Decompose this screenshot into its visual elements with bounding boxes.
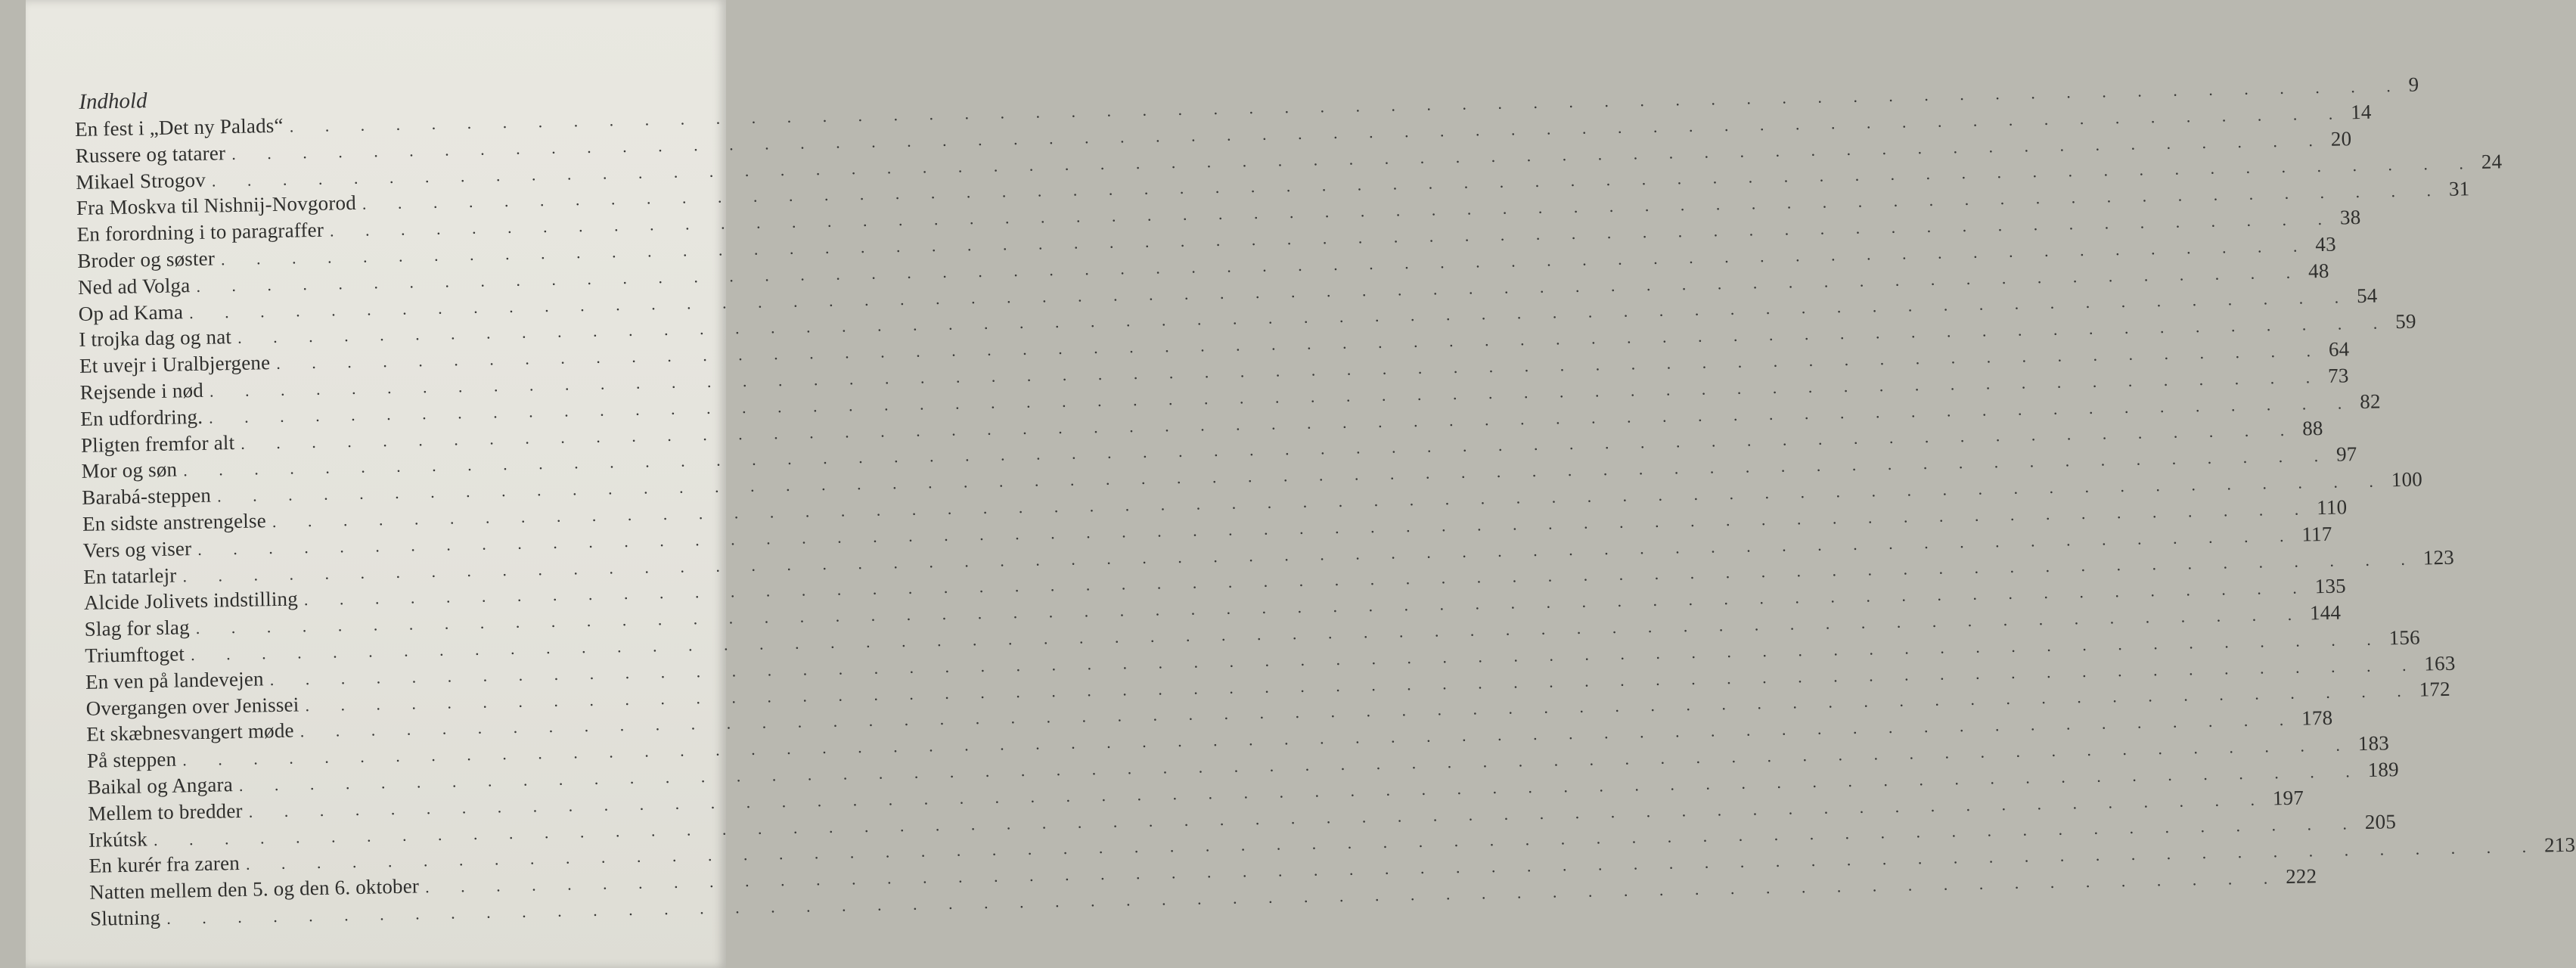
toc-entry-title: Op ad Kama — [78, 299, 184, 325]
toc-entry-page-number: 156 — [2388, 625, 2421, 650]
toc-entry-title: En tatarlejr — [83, 563, 177, 588]
toc-entry-page-number: 117 — [2301, 522, 2332, 546]
toc-entry-title: Triumftoget — [85, 642, 185, 667]
toc-title: Indhold — [79, 88, 147, 114]
toc-entry-page-number: 172 — [2419, 678, 2451, 701]
toc-entry-page-number: 59 — [2394, 309, 2416, 334]
toc-entry-title: Fra Moskva til Nishnij-Novgorod — [76, 191, 357, 220]
toc-entry-page-number: 144 — [2309, 600, 2342, 625]
toc-entry-page-number: 43 — [2315, 232, 2337, 256]
toc-entry-page-number: 213 — [2543, 833, 2576, 857]
toc-entry-title: Slutning — [89, 905, 161, 930]
toc-entry-title: Alcide Jolivets indstilling — [83, 587, 299, 615]
toc-entry-title: Irkútsk — [88, 827, 148, 852]
book-page — [26, 0, 2576, 968]
toc-entry-title: Mor og søn — [81, 458, 178, 483]
toc-entry-title: Broder og søster — [77, 247, 216, 272]
toc-entry-page-number: 123 — [2422, 546, 2455, 569]
toc-entry-title: Rejsende i nød — [79, 378, 204, 404]
toc-entry-title: Et skæbnesvangert møde — [86, 718, 294, 746]
toc-entry-page-number: 20 — [2330, 126, 2352, 150]
toc-entry-page-number: 205 — [2364, 810, 2397, 834]
toc-entry-title: I trojka dag og nat — [79, 325, 232, 352]
toc-entry-page-number: 189 — [2367, 757, 2400, 781]
toc-entry-page-number: 197 — [2272, 786, 2304, 809]
toc-entry-page-number: 64 — [2328, 337, 2350, 361]
toc-entry-title: Mellem to bredder — [88, 799, 243, 825]
toc-entry-page-number: 14 — [2350, 100, 2372, 124]
toc-entry-title: Barabá-steppen — [82, 483, 212, 510]
toc-entry-page-number: 48 — [2308, 259, 2329, 282]
table-of-contents — [74, 73, 2576, 932]
toc-entry-page-number: 183 — [2357, 731, 2390, 755]
toc-entry-page-number: 38 — [2339, 205, 2361, 229]
toc-entry-page-number: 163 — [2424, 651, 2456, 675]
toc-entry-title: Et uvejr i Uralbjergene — [79, 351, 271, 378]
toc-entry-title: Overgangen over Jenissei — [85, 692, 299, 720]
toc-entry-title: En udfordring. — [80, 405, 203, 430]
toc-entry-page-number: 31 — [2448, 177, 2470, 200]
toc-entry-page-number: 135 — [2314, 574, 2347, 598]
toc-entry-page-number: 100 — [2391, 467, 2423, 492]
toc-entry-page-number: 178 — [2301, 706, 2333, 730]
toc-entry-title: En kurér fra zaren — [88, 852, 241, 878]
toc-entry-page-number: 73 — [2327, 364, 2349, 387]
toc-entry-title: Russere og tatarer — [75, 141, 226, 167]
toc-entry-page-number: 97 — [2335, 442, 2357, 466]
toc-entry-title: Baikal og Angara — [87, 773, 234, 799]
toc-entry-title: En fest i „Det ny Palads“ — [74, 113, 284, 141]
toc-entry-page-number: 110 — [2316, 495, 2348, 519]
toc-entry-title: En ven på landevejen — [85, 667, 264, 693]
toc-entry-title: Slag for slag — [84, 616, 191, 641]
toc-entry-title: Vers og viser — [82, 536, 192, 562]
toc-entry-title: En forordning i to paragraffer — [76, 218, 324, 247]
toc-entry-page-number: 9 — [2408, 73, 2419, 96]
toc-entry-page-number: 222 — [2285, 864, 2317, 888]
toc-entry-title: En sidste anstrengelse — [82, 509, 267, 535]
toc-entry-page-number: 88 — [2301, 417, 2323, 440]
toc-entry-page-number: 24 — [2481, 150, 2503, 174]
toc-entry-title: På steppen — [86, 747, 177, 772]
toc-entry-title: Mikael Strogov — [76, 168, 206, 194]
toc-entry-page-number: 54 — [2356, 284, 2378, 308]
toc-entry-page-number: 82 — [2359, 389, 2381, 413]
toc-entry-title: Pligten fremfor alt — [80, 430, 235, 457]
toc-entry-title: Ned ad Volga — [77, 273, 191, 299]
toc-entry-title: Natten mellem den 5. og den 6. oktober — [89, 874, 420, 904]
